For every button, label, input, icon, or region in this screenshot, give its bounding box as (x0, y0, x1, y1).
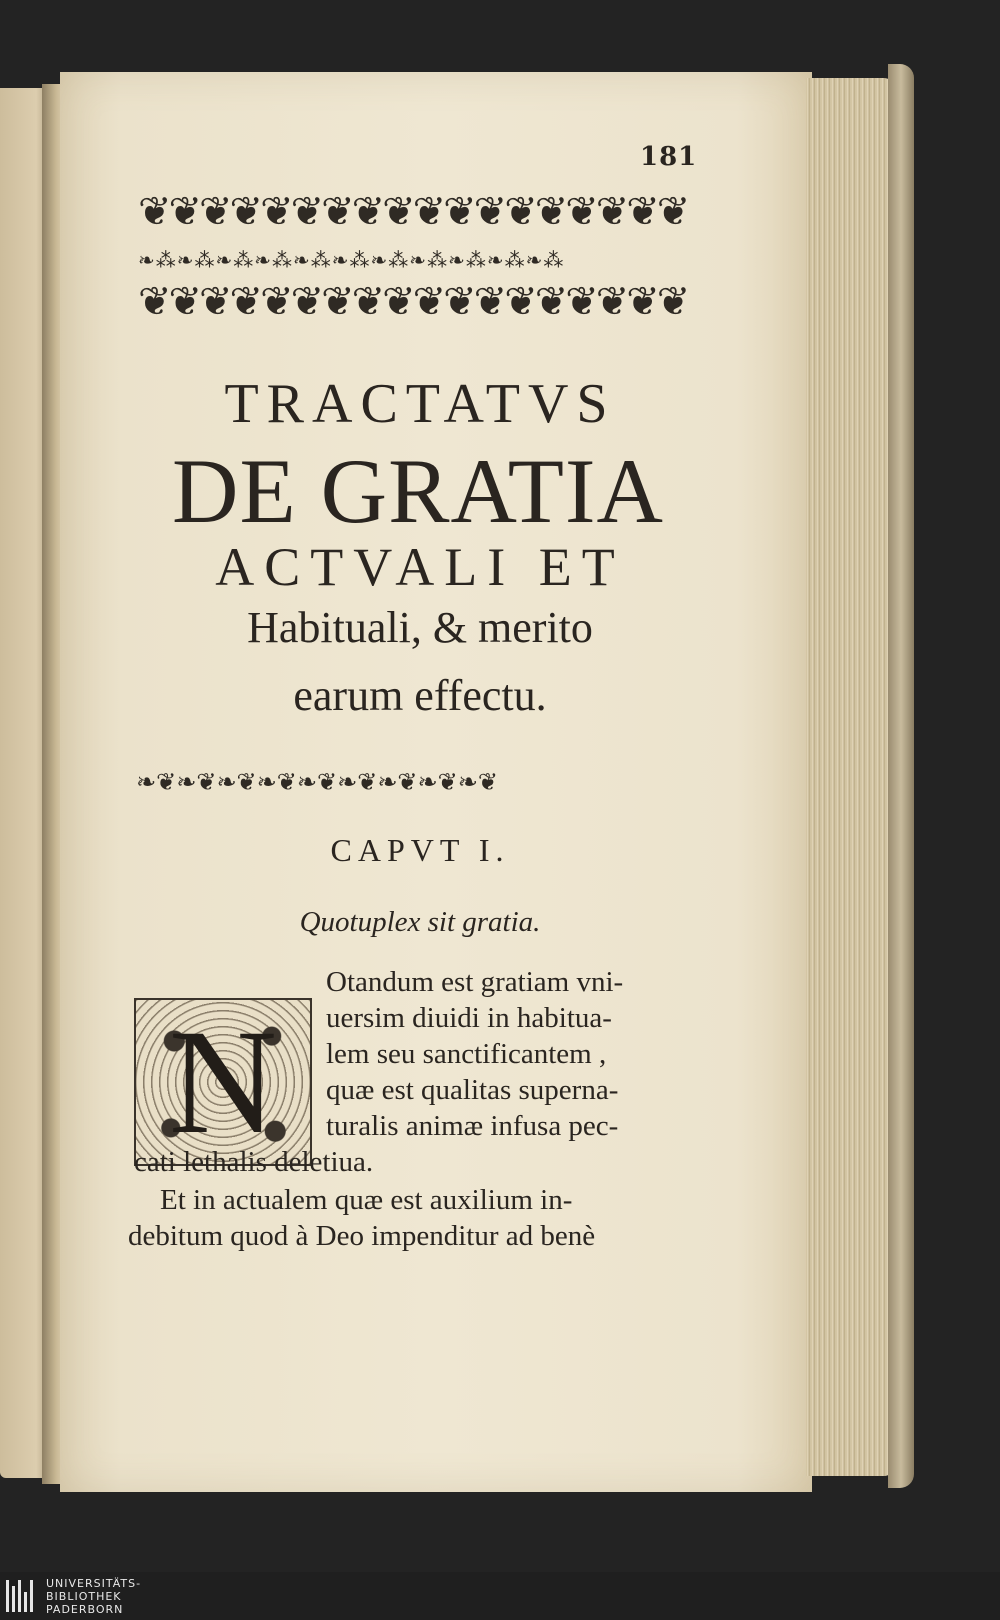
decorated-initial (134, 998, 312, 1166)
ornament-band-middle: ❧⁂❧⁂❧⁂❧⁂❧⁂❧⁂❧⁂❧⁂❧⁂❧⁂❧⁂ (138, 250, 565, 272)
title-line-2: DE GRATIA (172, 440, 664, 542)
ornament-band-bottom: ❦❦❦❦❦❦❦❦❦❦❦❦❦❦❦❦❦❦ (138, 282, 688, 325)
body-line-6: cati lethalis deletiua. (134, 1146, 374, 1178)
chapter-heading: CAPVT I. (330, 832, 510, 868)
library-logo-icon (6, 1580, 36, 1612)
body-line-8: debitum quod à Deo impenditur ad benè (128, 1220, 596, 1252)
body-line-5: turalis animæ infusa pec- (326, 1110, 619, 1142)
page-number: 181 (640, 142, 698, 172)
body-line-7: Et in actualem quæ est auxilium in- (160, 1184, 573, 1216)
body-line-2: uersim diuidi in habitua- (326, 1002, 612, 1034)
ornament-band-top: ❦❦❦❦❦❦❦❦❦❦❦❦❦❦❦❦❦❦ (138, 192, 688, 235)
ornament-separator: ❧❦❧❦❧❦❧❦❧❦❧❦❧❦❧❦❧❦ (136, 770, 498, 796)
body-line-4: quæ est qualitas superna- (326, 1074, 619, 1106)
body-line-3: lem seu sanctificantem , (326, 1038, 607, 1070)
title-line-5: earum effectu. (293, 671, 547, 720)
body-line-1: Otandum est gratiam vni- (326, 966, 624, 998)
title-line-4: Habituali, & merito (247, 603, 593, 652)
cover-edge (888, 64, 914, 1488)
page-edges (806, 78, 894, 1476)
library-banner (0, 1572, 1000, 1620)
library-name (46, 1577, 141, 1616)
chapter-subtitle: Quotuplex sit gratia. (299, 906, 541, 938)
library-name-line-1: UNIVERSITÄTS- (46, 1577, 142, 1590)
initial-letter: N (168, 999, 278, 1165)
title-line-3: ACTVALI ET (215, 537, 625, 597)
library-name-line-3: PADERBORN (46, 1603, 124, 1616)
title-line-1: TRACTATVS (224, 373, 616, 435)
library-name-line-2: BIBLIOTHEK (46, 1590, 122, 1603)
